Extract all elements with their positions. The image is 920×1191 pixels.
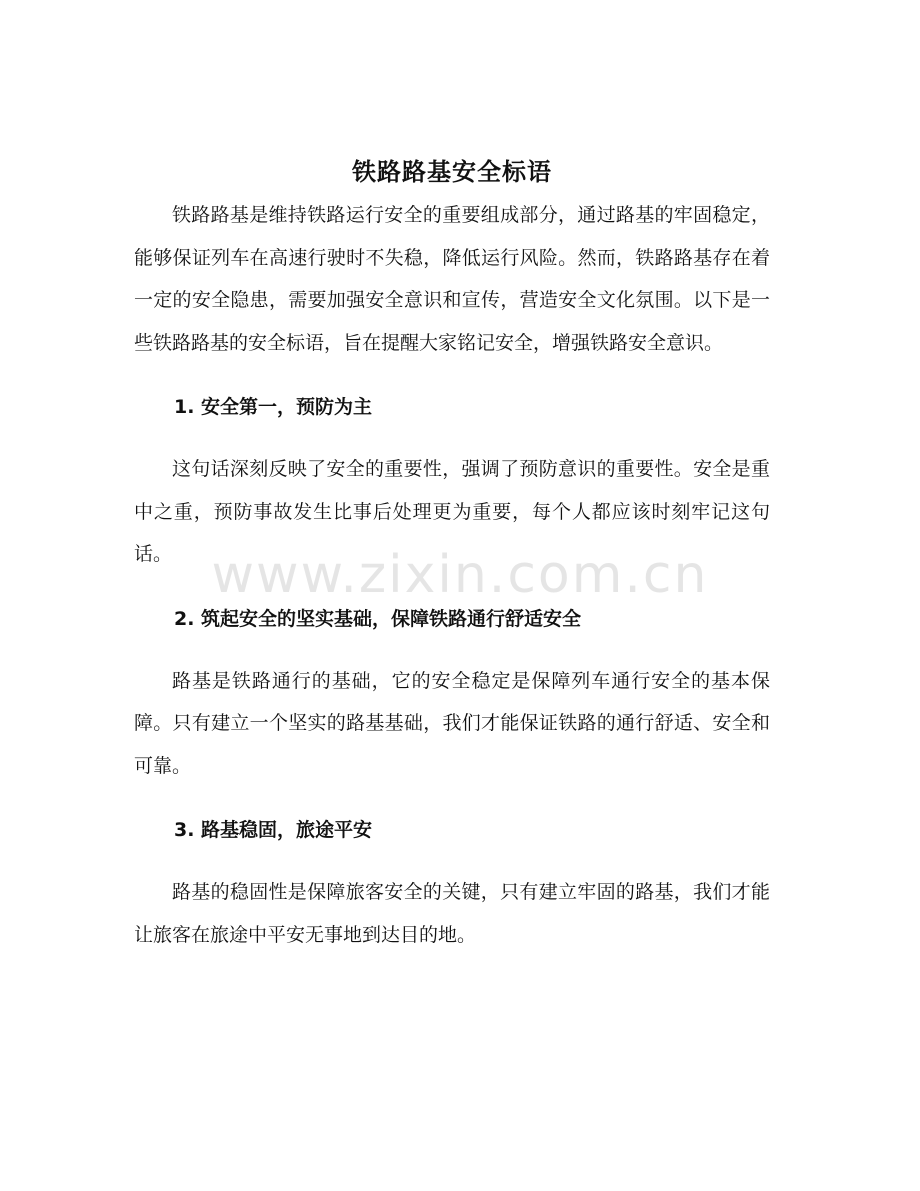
document-title: 铁路路基安全标语 xyxy=(352,158,552,186)
section-1-heading: 1. 安全第一，预防为主 xyxy=(174,396,373,418)
intro-paragraph: 铁路路基是维持铁路运行安全的重要组成部分，通过路基的牢固稳定，能够保证列车在高速行驶时不失稳，降低运行风险。然而，铁路路基存在着一定的安全隐患，需要加强安全意识和宣传，营造安全文化氛围。以下是一些铁路路基的安全标语，旨在提醒大家铭记安全，增强铁路安全意识。 xyxy=(134,204,770,354)
watermark-text: www.zixin.com.cn xyxy=(211,545,709,605)
document-content xyxy=(134,150,770,956)
section-1-body: 这句话深刻反映了安全的重要性，强调了预防意识的重要性。安全是重中之重，预防事故发生比事后处理更为重要，每个人都应该时刻牢记这句话。 xyxy=(134,458,770,565)
section-2-body: 路基是铁路通行的基础，它的安全稳定是保障列车通行安全的基本保障。只有建立一个坚实的路基基础，我们才能保证铁路的通行舒适、安全和可靠。 xyxy=(134,669,770,777)
section-2-heading: 2. 筑起安全的坚实基础，保障铁路通行舒适安全 xyxy=(174,607,582,630)
section-3-heading: 3. 路基稳固，旅途平安 xyxy=(174,819,373,841)
section-3-body: 路基的稳固性是保障旅客安全的关键，只有建立牢固的路基，我们才能让旅客在旅途中平安无事地到达目的地。 xyxy=(134,881,770,946)
